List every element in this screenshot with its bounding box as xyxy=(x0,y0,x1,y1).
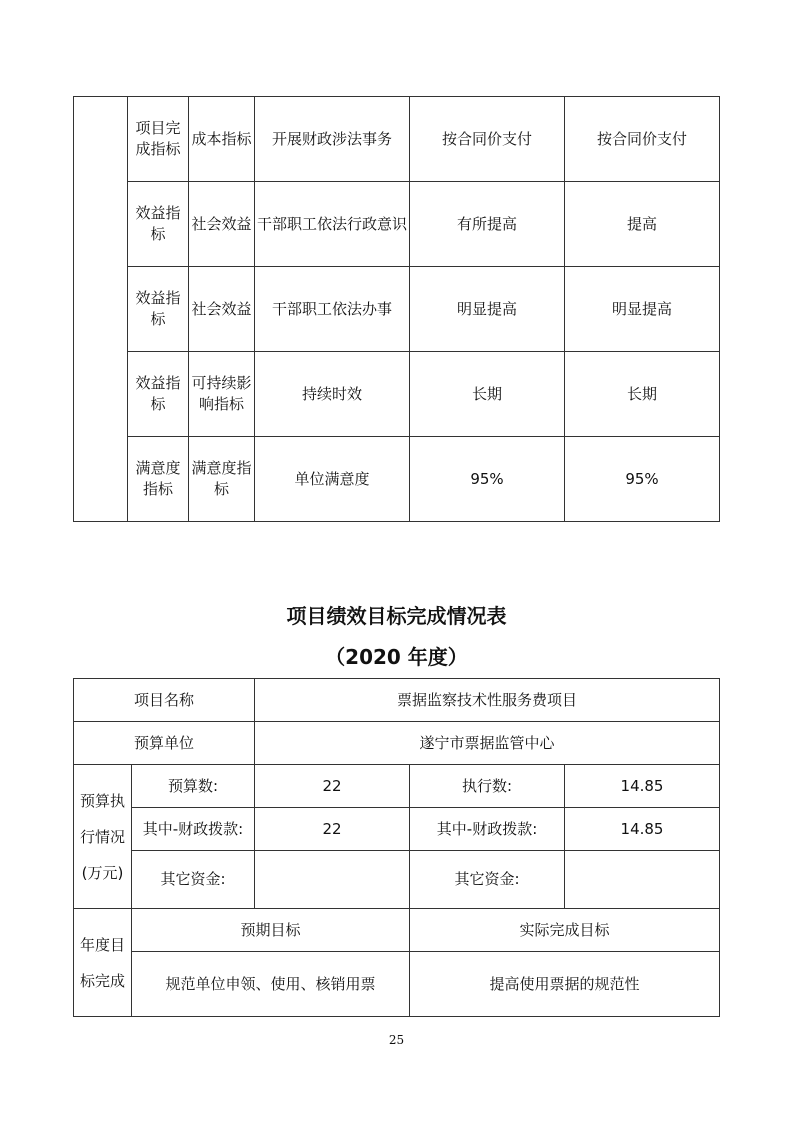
indicator-cell: 开展财政涉法事务 xyxy=(255,97,410,182)
table-row xyxy=(74,97,720,182)
budget-label: 预算数: xyxy=(132,765,255,808)
actual-cell: 按合同价支付 xyxy=(565,97,720,182)
table-row xyxy=(74,909,720,952)
budget-value: 22 xyxy=(255,765,410,808)
actual-cell: 长期 xyxy=(565,352,720,437)
level1-cell: 项目完成指标 xyxy=(128,97,189,182)
level1-cell: 效益指标 xyxy=(128,352,189,437)
table-row xyxy=(74,722,720,765)
level2-cell: 社会效益 xyxy=(189,182,255,267)
actual-cell: 明显提高 xyxy=(565,267,720,352)
indicator-table xyxy=(73,96,720,522)
actual-cell: 提高 xyxy=(565,182,720,267)
page-subtitle: （2020 年度） xyxy=(325,645,468,669)
level2-cell: 满意度指标 xyxy=(189,437,255,522)
page-title: 项目绩效目标完成情况表 xyxy=(286,604,507,628)
level2-cell: 社会效益 xyxy=(189,267,255,352)
page-number: 25 xyxy=(388,1033,405,1047)
fiscal-exec-label: 其中-财政拨款: xyxy=(410,808,565,851)
target-cell: 有所提高 xyxy=(410,182,565,267)
other-exec-value xyxy=(565,851,720,909)
indicator-cell: 干部职工依法行政意识 xyxy=(255,182,410,267)
actual-header: 实际完成目标 xyxy=(410,909,720,952)
table-row xyxy=(74,952,720,1017)
level1-cell: 满意度指标 xyxy=(128,437,189,522)
target-cell: 长期 xyxy=(410,352,565,437)
level2-cell: 可持续影响指标 xyxy=(189,352,255,437)
blank-cell xyxy=(74,97,128,522)
table-row xyxy=(74,679,720,722)
indicator-cell: 干部职工依法办事 xyxy=(255,267,410,352)
table-row xyxy=(74,851,720,909)
budget-unit-value: 遂宁市票据监管中心 xyxy=(255,722,720,765)
other-exec-label: 其它资金: xyxy=(410,851,565,909)
actual-value: 提高使用票据的规范性 xyxy=(410,952,720,1017)
level2-cell: 成本指标 xyxy=(189,97,255,182)
actual-cell: 95% xyxy=(565,437,720,522)
fiscal-budget-value: 22 xyxy=(255,808,410,851)
table-row xyxy=(74,765,720,808)
expected-value: 规范单位申领、使用、核销用票 xyxy=(132,952,410,1017)
budget-unit-label: 预算单位 xyxy=(74,722,255,765)
table-row xyxy=(74,808,720,851)
indicator-cell: 单位满意度 xyxy=(255,437,410,522)
exec-label: 执行数: xyxy=(410,765,565,808)
table-row xyxy=(74,267,720,352)
target-cell: 明显提高 xyxy=(410,267,565,352)
fiscal-label: 其中-财政拨款: xyxy=(132,808,255,851)
other-label: 其它资金: xyxy=(132,851,255,909)
table-row xyxy=(74,352,720,437)
indicator-cell: 持续时效 xyxy=(255,352,410,437)
target-cell: 95% xyxy=(410,437,565,522)
performance-table xyxy=(73,678,720,1017)
project-name-label: 项目名称 xyxy=(74,679,255,722)
exec-value: 14.85 xyxy=(565,765,720,808)
fiscal-exec-value: 14.85 xyxy=(565,808,720,851)
table-row xyxy=(74,182,720,267)
expected-header: 预期目标 xyxy=(132,909,410,952)
level1-cell: 效益指标 xyxy=(128,182,189,267)
budget-exec-label: 预算执行情况(万元) xyxy=(74,765,132,909)
table-row xyxy=(74,437,720,522)
annual-label: 年度目标完成 xyxy=(74,909,132,1017)
target-cell: 按合同价支付 xyxy=(410,97,565,182)
level1-cell: 效益指标 xyxy=(128,267,189,352)
other-budget-value xyxy=(255,851,410,909)
project-name-value: 票据监察技术性服务费项目 xyxy=(255,679,720,722)
